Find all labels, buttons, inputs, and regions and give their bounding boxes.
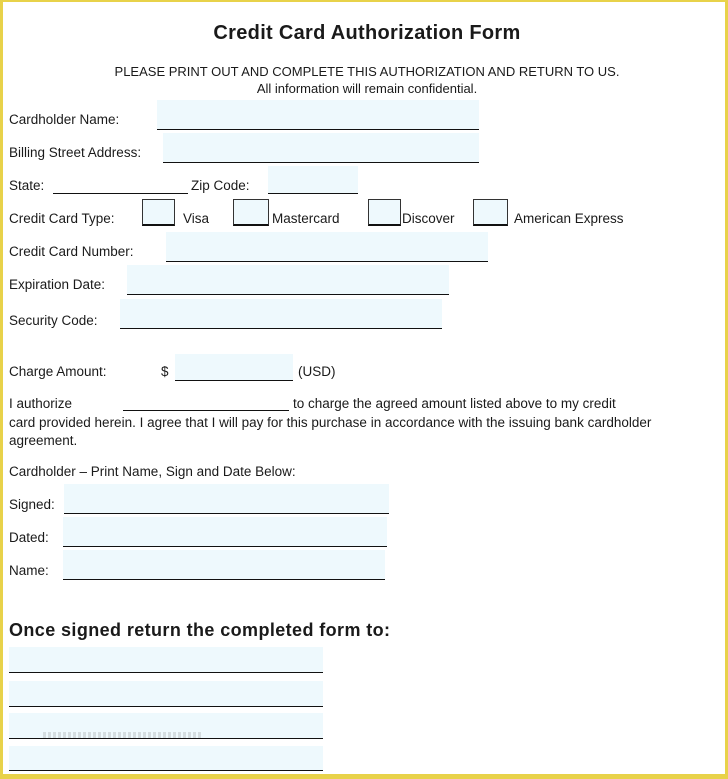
name-label: Name: xyxy=(9,563,49,578)
charge-amount-label: Charge Amount: xyxy=(9,364,107,379)
security-code-field[interactable] xyxy=(120,299,442,329)
state-field[interactable] xyxy=(53,174,188,194)
card-number-label: Credit Card Number: xyxy=(9,244,134,259)
card-type-label: Credit Card Type: xyxy=(9,211,115,226)
instruction-line-2: All information will remain confidential. xyxy=(256,81,478,96)
mastercard-label: Mastercard xyxy=(272,211,340,226)
expiration-date-label: Expiration Date: xyxy=(9,277,106,292)
dated-label: Dated: xyxy=(9,530,49,545)
cardholder-name-field[interactable] xyxy=(157,100,479,130)
authorize-text-rest: card provided herein. I agree that I will pay for this purchase in accordance with the issuing bank cardholder agreement. xyxy=(9,415,652,448)
visa-label: Visa xyxy=(183,211,210,226)
discover-label: Discover xyxy=(402,211,455,226)
return-address-line-4[interactable] xyxy=(9,746,323,771)
faint-watermark xyxy=(43,732,203,738)
billing-address-field[interactable] xyxy=(163,133,479,163)
currency-label: (USD) xyxy=(298,364,336,379)
expiration-date-field[interactable] xyxy=(127,265,449,295)
authorize-prefix: I authorize xyxy=(9,396,73,411)
cardholder-name-label: Cardholder Name: xyxy=(9,112,120,127)
zip-code-field[interactable] xyxy=(268,166,358,194)
name-field[interactable] xyxy=(63,550,385,580)
authorize-text-line-1: to charge the agreed amount listed above to my credit xyxy=(293,396,616,411)
american-express-label: American Express xyxy=(514,211,624,226)
discover-checkbox[interactable] xyxy=(368,199,401,226)
currency-symbol: $ xyxy=(161,364,169,379)
mastercard-checkbox[interactable] xyxy=(233,199,269,226)
state-label: State: xyxy=(9,178,45,193)
charge-amount-field[interactable] xyxy=(175,354,293,381)
instruction-line-1: PLEASE PRINT OUT AND COMPLETE THIS AUTHORIZATION AND RETURN TO US. xyxy=(114,64,620,79)
signature-instruction: Cardholder – Print Name, Sign and Date Below: xyxy=(9,464,296,479)
form-title: Credit Card Authorization Form xyxy=(213,22,521,44)
authorized-party-field[interactable] xyxy=(123,391,289,411)
dated-field[interactable] xyxy=(63,517,387,547)
billing-address-label: Billing Street Address: xyxy=(9,145,142,160)
signed-field[interactable] xyxy=(64,484,389,514)
visa-checkbox[interactable] xyxy=(142,199,175,226)
card-number-field[interactable] xyxy=(166,232,488,262)
return-heading: Once signed return the completed form to: xyxy=(9,620,391,640)
american-express-checkbox[interactable] xyxy=(473,199,508,226)
return-address-line-1[interactable] xyxy=(9,647,323,673)
return-address-line-2[interactable] xyxy=(9,681,323,707)
zip-code-label: Zip Code: xyxy=(191,178,250,193)
security-code-label: Security Code: xyxy=(9,313,98,328)
signed-label: Signed: xyxy=(9,497,55,512)
